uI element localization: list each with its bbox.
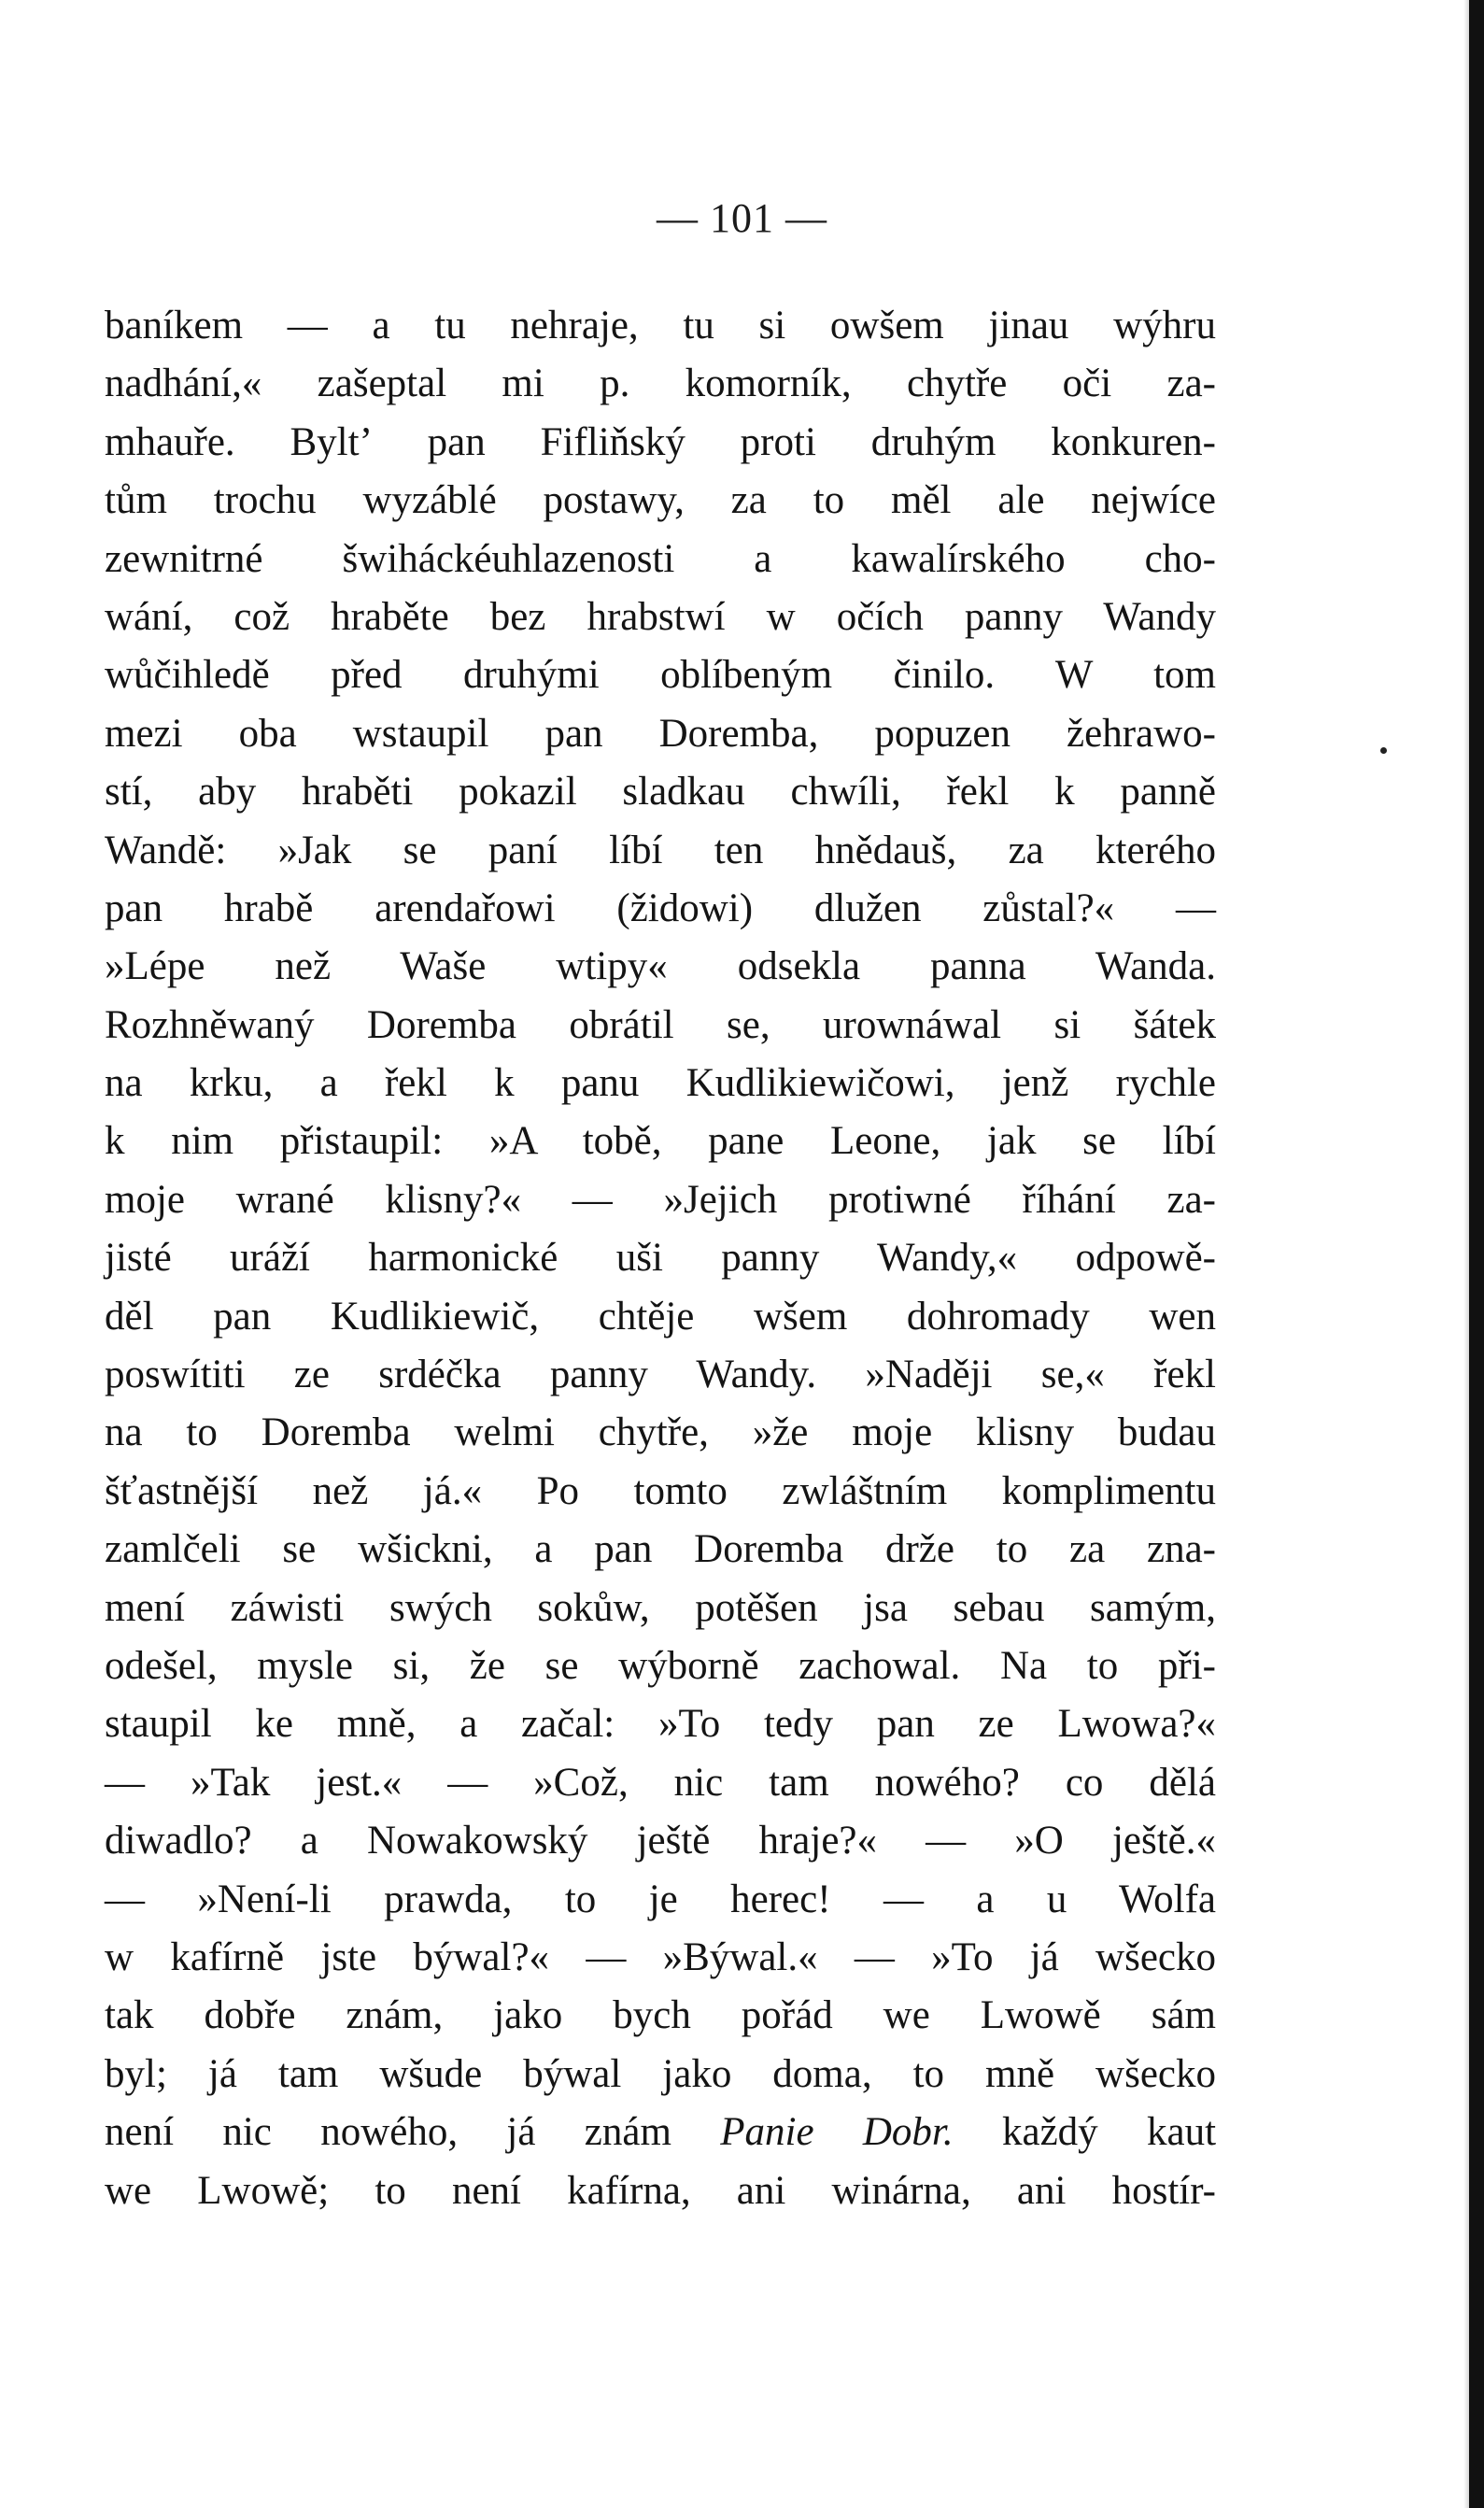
stray-mark — [1380, 747, 1387, 754]
text-line: staupil ke mně, a začal: »To tedy pan ze Lwowa?« — [105, 1702, 1216, 1747]
text-line: moje wrané klisny?« — »Jejich protiwné říhání za- — [105, 1177, 1216, 1222]
text-fragment: není nic nowého, já znám — [105, 2110, 671, 2155]
text-line: zewnitrné šwiháckéuhlazenosti a kawalírského cho- — [105, 536, 1216, 581]
text-line: mezi oba wstaupil pan Doremba, popuzen žehrawo- — [105, 711, 1216, 756]
text-line: diwadlo? a Nowakowský ještě hraje?« — »O ještě.« — [105, 1819, 1216, 1863]
text-line: tak dobře znám, jako bych pořád we Lwowě sám — [105, 1993, 1216, 2038]
text-line: mhauře. Byltʼ pan Fifliňský proti druhým konkuren- — [105, 419, 1216, 464]
body-text — [105, 297, 1216, 2220]
text-line: »Lépe než Waše wtipy« odsekla panna Wanda. — [105, 944, 1216, 989]
text-line: na to Doremba welmi chytře, »že moje klisny budau — [105, 1410, 1216, 1455]
text-line: poswítiti ze srdéčka panny Wandy. »Naději se,« řekl — [105, 1353, 1216, 1397]
text-line: na krku, a řekl k panu Kudlikiewičowi, jenž rychle — [105, 1061, 1216, 1106]
text-line: Rozhněwaný Doremba obrátil se, urownáwal si šátek — [105, 1002, 1216, 1047]
text-line: šťastnější než já.« Po tomto zwláštním komplimentu — [105, 1468, 1216, 1513]
text-line: k nim přistaupil: »A tobě, pane Leone, jak se líbí — [105, 1119, 1216, 1164]
page-number: — 101 — — [657, 195, 827, 241]
text-line: děl pan Kudlikiewič, chtěje wšem dohromady wen — [105, 1294, 1216, 1339]
text-line: w kafírně jste býwal?« — »Býwal.« — »To já wšecko — [105, 1934, 1216, 1979]
text-line: wůčihledě před druhými oblíbeným činilo. W tom — [105, 653, 1216, 698]
text-line: we Lwowě; to není kafírna, ani winárna, ani hostír- — [105, 2168, 1216, 2213]
text-line: byl; já tam wšude býwal jako doma, to mně wšecko — [105, 2051, 1216, 2096]
text-line: — »Není-li prawda, to je herec! — a u Wolfa — [105, 1877, 1216, 1921]
text-line: zamlčeli se wšickni, a pan Doremba drže to za zna- — [105, 1527, 1216, 1572]
page-edge-border — [1469, 0, 1484, 2508]
italic-text: Panie Dobr. — [720, 2110, 954, 2155]
text-line: pan hrabě arendařowi (židowi) dlužen zůstal?« — — [105, 886, 1216, 930]
text-line: odešel, mysle si, že se wýborně zachowal. Na to při- — [105, 1643, 1216, 1688]
text-line: Wandě: »Jak se paní líbí ten hnědauš, za kterého — [105, 828, 1216, 872]
text-line: stí, aby hraběti pokazil sladkau chwíli, řekl k panně — [105, 770, 1216, 815]
text-line: baníkem — a tu nehraje, tu si owšem jinau wýhru — [105, 304, 1216, 347]
text-line: tům trochu wyzáblé postawy, za to měl ale nejwíce — [105, 478, 1216, 523]
text-fragment: každý kaut — [1001, 2110, 1217, 2155]
text-line: wání, což hraběte bez hrabstwí w očích panny Wandy — [105, 594, 1216, 639]
text-line: nadhání,« zašeptal mi p. komorník, chytře oči za- — [105, 361, 1216, 406]
text-line: jisté uráží harmonické uši panny Wandy,« odpowě- — [105, 1236, 1216, 1281]
text-line: mení záwisti swých sokůw, potěšen jsa sebau samým, — [105, 1585, 1216, 1630]
text-line-mixed — [105, 2104, 1216, 2161]
text-line: — »Tak jest.« — »Což, nic tam nowého? co dělá — [105, 1760, 1216, 1805]
